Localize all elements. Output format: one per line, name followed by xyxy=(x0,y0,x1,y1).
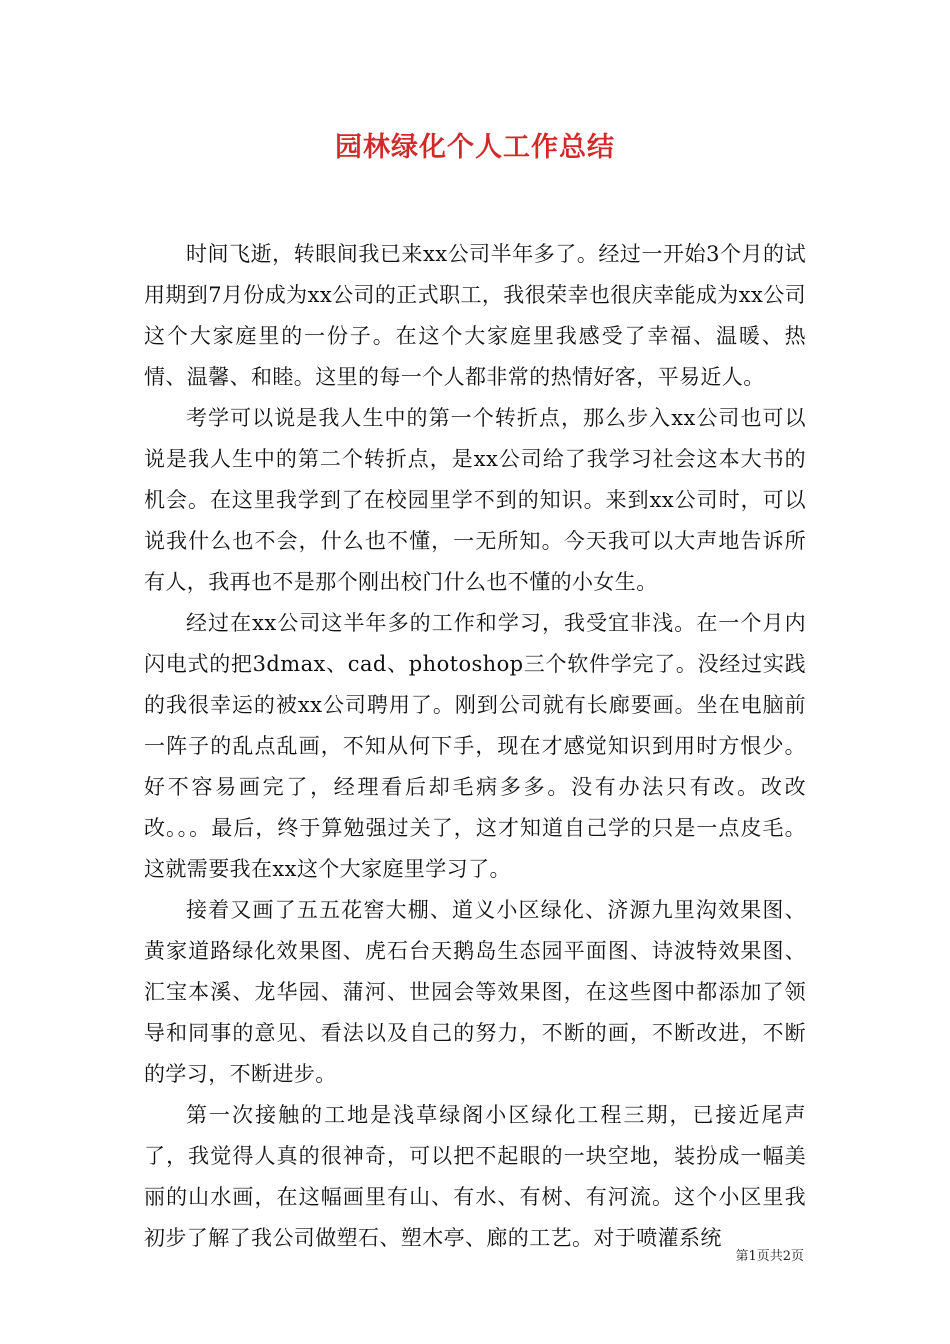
paragraph-3: 经过在xx公司这半年多的工作和学习，我受宜非浅。在一个月内闪电式的把3dmax、cad、photoshop三个软件学完了。没经过实践的我很幸运的被xx公司聘用了。刚到公司就有长廊要画。坐在电脑前一阵子的乱点乱画，不知从何下手，现在才感觉知识到用时方恨少。好不容易画完了，经理看后却毛病多多。没有办法只有改。改改改。。。最后，终于算勉强过关了，这才知道自己学的只是一点皮毛。这就需要我在xx这个大家庭里学习了。 xyxy=(144,611,806,881)
paragraph-2: 考学可以说是我人生中的第一个转折点，那么步入xx公司也可以说是我人生中的第二个转折点，是xx公司给了我学习社会这本大书的机会。在这里我学到了在校园里学不到的知识。来到xx公司时，可以说我什么也不会，什么也不懂，一无所知。今天我可以大声地告诉所有人，我再也不是那个刚出校门什么也不懂的小女生。 xyxy=(144,406,806,594)
paragraph-5: 第一次接触的工地是浅草绿阁小区绿化工程三期，已接近尾声了，我觉得人真的很神奇，可以把不起眼的一块空地，装扮成一幅美丽的山水画，在这幅画里有山、有水、有树、有河流。这个小区里我初步了解了我公司做塑石、塑木亭、廊的工艺。对于喷灌系统 xyxy=(144,1103,806,1250)
page-number-footer: 第1页共2页 xyxy=(735,1249,804,1264)
paragraph-4: 接着又画了五五花窖大棚、道义小区绿化、济源九里沟效果图、黄家道路绿化效果图、虎石台天鹅岛生态园平面图、诗波特效果图、汇宝本溪、龙华园、蒲河、世园会等效果图，在这些图中都添加了领导和同事的意见、看法以及自己的努力，不断的画，不断改进，不断的学习，不断进步。 xyxy=(144,898,806,1086)
document-title: 园林绿化个人工作总结 xyxy=(335,132,615,163)
document-body xyxy=(144,234,806,1259)
paragraph-1: 时间飞逝，转眼间我已来xx公司半年多了。经过一开始3个月的试用期到7月份成为xx公司的正式职工，我很荣幸也很庆幸能成为xx公司这个大家庭里的一份子。在这个大家庭里我感受了幸福、温暖、热情、温馨、和睦。这里的每一个人都非常的热情好客，平易近人。 xyxy=(144,242,806,389)
